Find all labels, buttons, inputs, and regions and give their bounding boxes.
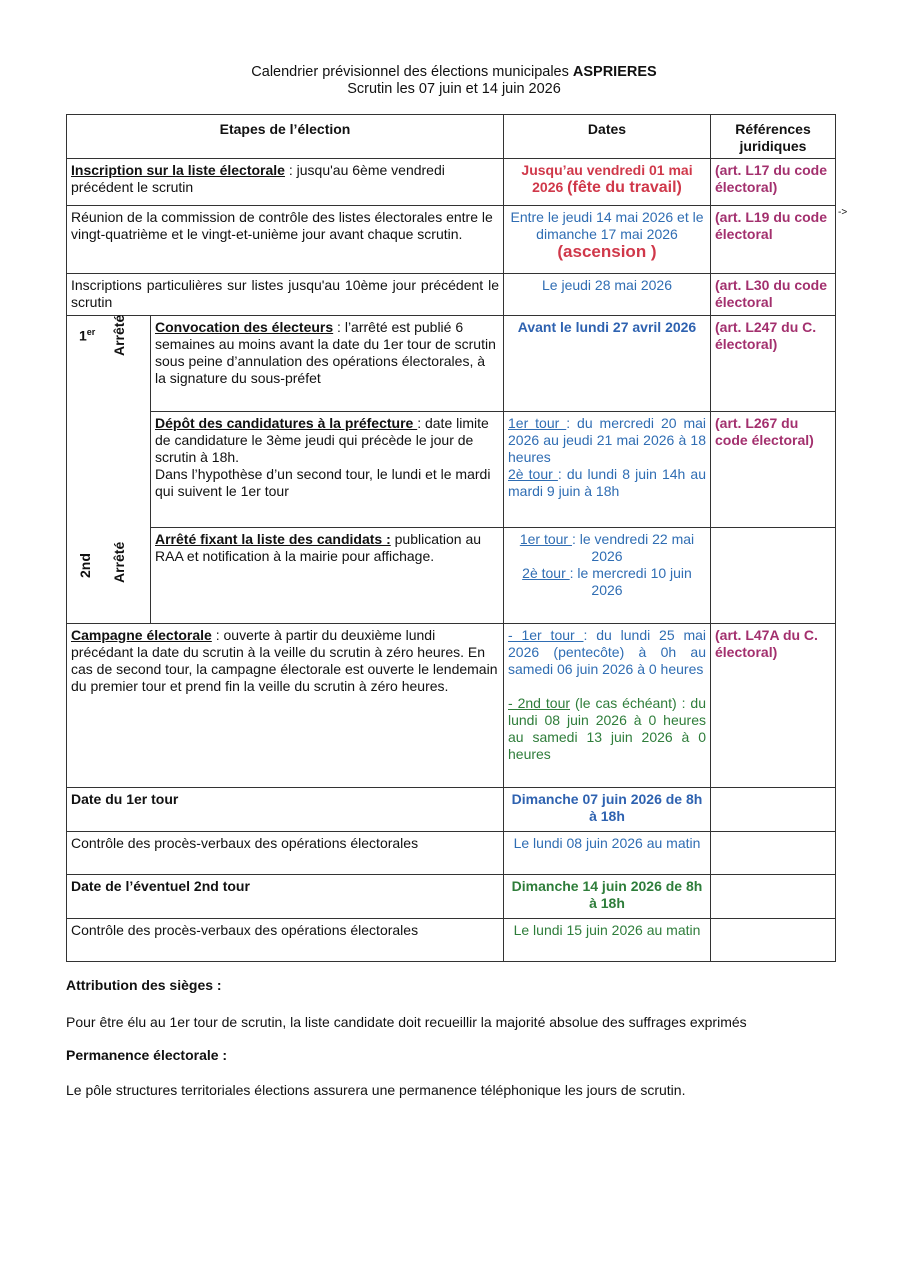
legal-ref: (art. L267 du code électoral) <box>711 412 836 528</box>
tour-label: 2è tour <box>522 565 570 581</box>
step-text: : date limite de candidature le 3ème jeudi qui précède le jour de scrutin à 18h. <box>155 415 489 465</box>
date-text: (le cas échéant) : du lundi 08 juin 2026 à 0 heures au samedi 13 juin 2026 à 0 heures <box>508 695 706 762</box>
header-dates: Dates <box>504 115 711 159</box>
date-text: : du lundi 8 juin 14h au mardi 9 juin à 18h <box>508 466 706 499</box>
date-text: Jusqu’au vendredi 01 mai 2026 <box>521 162 693 195</box>
date-text: Le jeudi 28 mai 2026 <box>504 274 711 316</box>
table-row <box>67 159 836 206</box>
date-text: Dimanche 07 juin 2026 de 8h à 18h <box>504 788 711 832</box>
step-text-2: Dans l’hypothèse d’un second tour, le lundi et le mardi qui suivent le 1er tour <box>155 466 491 499</box>
date-text: : le mercredi 10 juin 2026 <box>569 565 692 598</box>
tour-label: 1er tour <box>508 415 567 431</box>
section-heading-seats: Attribution des sièges : <box>66 977 222 993</box>
step-text: publication au RAA et notification à la mairie pour affichage. <box>155 531 482 564</box>
legal-ref: (art. L247 du C. électoral) <box>711 316 836 412</box>
table-row <box>67 412 836 528</box>
step-text: Réunion de la commission de contrôle des listes électorales entre le vingt-quatrième et le vingt-et-unième jour avant chaque scrutin. <box>67 206 504 274</box>
table-row <box>67 206 836 274</box>
table-row <box>67 316 836 412</box>
tour-label: 2è tour <box>508 466 558 482</box>
table-row <box>67 624 836 788</box>
election-calendar-table <box>66 114 836 962</box>
step-label: Inscription sur la liste électorale <box>71 162 285 178</box>
date-text: Le lundi 15 juin 2026 au matin <box>504 919 711 962</box>
date-text: : du lundi 25 mai 2026 (pentecôte) à 0h au samedi 06 juin 2026 à 0 heures <box>508 627 706 677</box>
step-text: Inscriptions particulières sur listes jusqu'au 10ème jour précédent le scrutin <box>67 274 504 316</box>
section-heading-permanence: Permanence électorale : <box>66 1047 228 1063</box>
table-row <box>67 788 836 832</box>
step-text: Contrôle des procès-verbaux des opérations électorales <box>67 919 504 962</box>
date-text: Dimanche 14 juin 2026 de 8h à 18h <box>504 875 711 919</box>
step-label: Arrêté fixant la liste des candidats : <box>155 531 391 547</box>
commune-name: ASPRIERES <box>572 64 657 80</box>
first-label: 1er <box>79 327 96 344</box>
step-label: Campagne électorale <box>71 627 212 643</box>
date-note: (ascension ) <box>557 242 657 261</box>
date-text: : le vendredi 22 mai 2026 <box>571 531 695 564</box>
arrete-label: Arrêté <box>111 541 127 583</box>
step-text: : ouverte à partir du deuxième lundi précédant la date du scrutin à la veille du scrutin à zéro heures. En cas de second tour, la campagne électorale est ouverte le lendemain du premier tour et prend fin la veille du scrutin à zéro heures. <box>71 627 498 694</box>
seats-text: Pour être élu au 1er tour de scrutin, la liste candidate doit recueillir la majorité absolue des suffrages exprimés <box>66 1014 747 1030</box>
step-text: Date du 1er tour <box>71 791 179 807</box>
step-text: Contrôle des procès-verbaux des opérations électorales <box>67 832 504 875</box>
title-text: Calendrier prévisionnel des élections municipales <box>251 64 569 80</box>
tour-label: 1er tour <box>519 531 572 547</box>
table-row <box>67 919 836 962</box>
second-label: 2nd <box>77 552 93 578</box>
arrete-label: Arrêté <box>111 314 127 356</box>
step-text: : jusqu'au 6ème vendredi précédent le scrutin <box>71 162 445 195</box>
table-row <box>67 875 836 919</box>
permanence-text: Le pôle structures territoriales élections assurera une permanence téléphonique les jours de scrutin. <box>66 1082 686 1098</box>
legal-ref: (art. L47A du C. électoral) <box>711 624 836 788</box>
step-text: Date de l’éventuel 2nd tour <box>71 878 250 894</box>
step-label: Convocation des électeurs <box>155 319 334 335</box>
date-text: : du mercredi 20 mai 2026 au jeudi 21 mai 2026 à 18 heures <box>508 415 707 465</box>
legal-ref: (art. L30 du code électoral <box>711 274 836 316</box>
header-steps: Etapes de l’élection <box>67 115 504 159</box>
date-text: Entre le jeudi 14 mai 2026 et le dimanche 17 mai 2026 <box>510 209 704 242</box>
margin-mark: -> <box>838 207 848 218</box>
date-text: Avant le lundi 27 avril 2026 <box>504 316 711 412</box>
step-label: Dépôt des candidatures à la préfecture <box>155 415 418 431</box>
document-title <box>0 64 900 98</box>
table-row <box>67 832 836 875</box>
legal-ref: (art. L17 du code électoral) <box>711 159 836 206</box>
subtitle: Scrutin les 07 juin et 14 juin 2026 <box>347 81 561 97</box>
header-refs: Références juridiques <box>711 115 836 159</box>
step-text: : l’arrêté est publié 6 semaines au moins avant la date du 1er tour de scrutin sous peine d’annulation des opérations électorales, à la signature du sous-préfet <box>155 319 496 386</box>
date-text: Le lundi 08 juin 2026 au matin <box>504 832 711 875</box>
tour-label: - 2nd tour <box>508 695 571 711</box>
tour-label: - 1er tour <box>508 627 584 643</box>
table-row <box>67 274 836 316</box>
table-row <box>67 528 836 624</box>
date-note: (fête du travail) <box>567 179 682 196</box>
legal-ref: (art. L19 du code électoral <box>711 206 836 274</box>
